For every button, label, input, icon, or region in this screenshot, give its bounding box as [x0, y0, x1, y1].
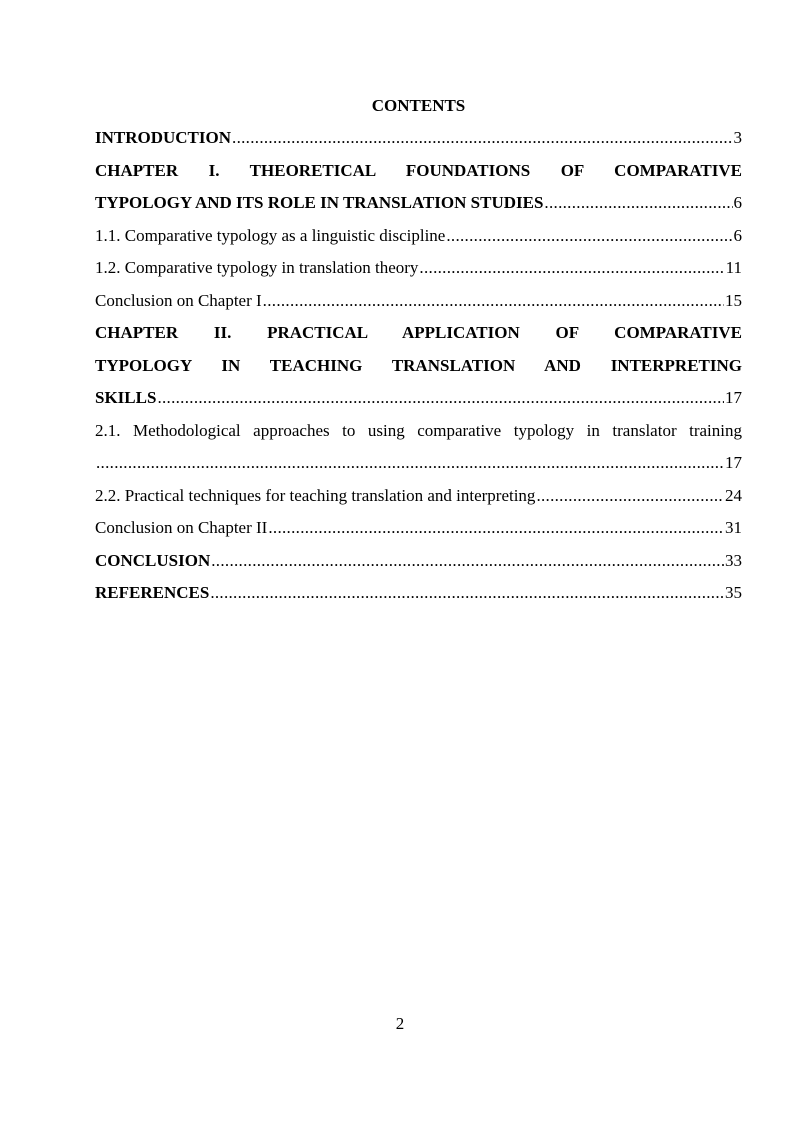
toc-entry-chapter-1[interactable] — [95, 155, 742, 220]
dot-leader — [419, 252, 724, 285]
toc-entry-label-line-2: TYPOLOGY AND ITS ROLE IN TRANSLATION STUDIES — [95, 193, 544, 212]
dot-leader — [157, 382, 724, 415]
toc-entry-label-line-1: CHAPTER I. THEORETICAL FOUNDATIONS OF COMPARATIVE — [95, 160, 742, 180]
dot-leader — [263, 285, 724, 318]
dot-leader — [210, 577, 724, 610]
page-number: 2 — [395, 1014, 405, 1033]
toc-page-number: 3 — [733, 128, 742, 147]
contents-heading: CONTENTS — [371, 96, 466, 115]
toc-entry-label: CONCLUSION — [95, 550, 211, 570]
toc-entry-conclusion-chapter-1[interactable] — [95, 285, 742, 318]
toc-entry-label-line-1: CHAPTER II. PRACTICAL APPLICATION OF COMPARATIVE — [95, 323, 742, 342]
dot-leader — [544, 187, 732, 220]
toc-page-number: 15 — [725, 290, 742, 310]
toc-entry-section-1-1[interactable] — [95, 220, 742, 253]
toc-page-number: 17 — [725, 388, 742, 407]
toc-entry-label-line-2: TYPOLOGY IN TEACHING TRANSLATION AND INTERPRETING — [95, 355, 742, 375]
toc-entry-section-2-2[interactable] — [95, 480, 742, 513]
toc-entry-chapter-2[interactable] — [95, 317, 742, 415]
toc-entry-label: INTRODUCTION — [95, 128, 232, 147]
toc-page-number: 33 — [725, 550, 742, 570]
toc-page-number: 17 — [725, 453, 742, 472]
dot-leader — [96, 447, 724, 480]
toc-page-number: 24 — [725, 485, 742, 505]
toc-entry-label-line-3: SKILLS — [95, 388, 157, 407]
toc-entry-conclusion[interactable] — [95, 545, 742, 578]
toc-entry-label-line-1: 2.1. Methodological approaches to using comparative typology in translator training — [95, 420, 742, 440]
toc-entry-label: 1.1. Comparative typology as a linguistic discipline — [95, 225, 446, 245]
dot-leader — [536, 480, 724, 513]
toc-page-number: 6 — [733, 225, 742, 245]
toc-entry-section-2-1[interactable] — [95, 415, 742, 480]
table-of-contents — [95, 122, 742, 610]
toc-entry-conclusion-chapter-2[interactable] — [95, 512, 742, 545]
toc-entry-label: 2.2. Practical techniques for teaching translation and interpreting — [95, 485, 536, 505]
toc-entry-label: 1.2. Comparative typology in translation theory — [95, 258, 419, 277]
toc-entry-introduction[interactable] — [95, 122, 742, 155]
dot-leader — [211, 545, 724, 578]
toc-entry-label: Conclusion on Chapter I — [95, 290, 262, 310]
toc-entry-label: Conclusion on Chapter II — [95, 518, 268, 537]
toc-page-number: 35 — [725, 583, 742, 602]
toc-entry-section-1-2[interactable] — [95, 252, 742, 285]
dot-leader — [446, 220, 732, 253]
toc-page-number: 6 — [733, 193, 742, 212]
dot-leader — [232, 122, 732, 155]
toc-entry-label: REFERENCES — [95, 583, 210, 602]
toc-page-number: 31 — [725, 518, 742, 537]
toc-entry-references[interactable] — [95, 577, 742, 610]
toc-page-number: 11 — [725, 258, 742, 277]
dot-leader — [268, 512, 724, 545]
